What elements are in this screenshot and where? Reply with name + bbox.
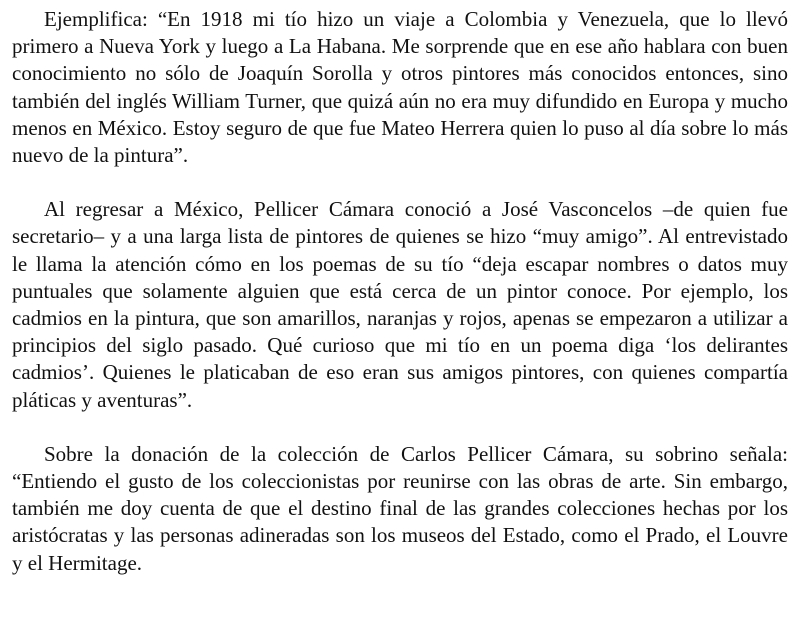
paragraph-2: Al regresar a México, Pellicer Cámara conoció a José Vasconcelos –de quien fue secretario– y a una larga lista de pintores de quienes se hizo “muy amigo”. Al entrevistado le llama la atención cómo en los poemas de su tío “deja escapar nombres o datos muy puntuales que solamente alguien que está cerca de un pintor conoce. Por ejemplo, los cadmios en la pintura, que son amarillos, naranjas y rojos, apenas se empezaron a utilizar a principios del siglo pasado. Qué curioso que mi tío en un poema diga ‘los delirantes cadmios’. Quienes le platicaban de eso eran sus amigos pintores, con quienes compartía pláticas y aventuras”. xyxy=(12,197,788,412)
paragraph-1: Ejemplifica: “En 1918 mi tío hizo un viaje a Colombia y Venezuela, que lo llevó primero a Nueva York y luego a La Habana. Me sorprende que en ese año hablara con buen conocimiento no sólo de Joaquín Sorolla y otros pintores más conocidos entonces, sino también del inglés William Turner, que quizá aún no era muy difundido en Europa y mucho menos en México. Estoy seguro de que fue Mateo Herrera quien lo puso al día sobre lo más nuevo de la pintura”. xyxy=(12,7,788,168)
paragraph-3: Sobre la donación de la colección de Carlos Pellicer Cámara, su sobrino señala: “Entiendo el gusto de los coleccionistas por reunirse con las obras de arte. Sin embargo, también me doy cuenta de que el destino final de las grandes colecciones hechas por los aristócratas y las personas adineradas son los museos del Estado, como el Prado, el Louvre y el Hermitage. xyxy=(12,441,788,575)
